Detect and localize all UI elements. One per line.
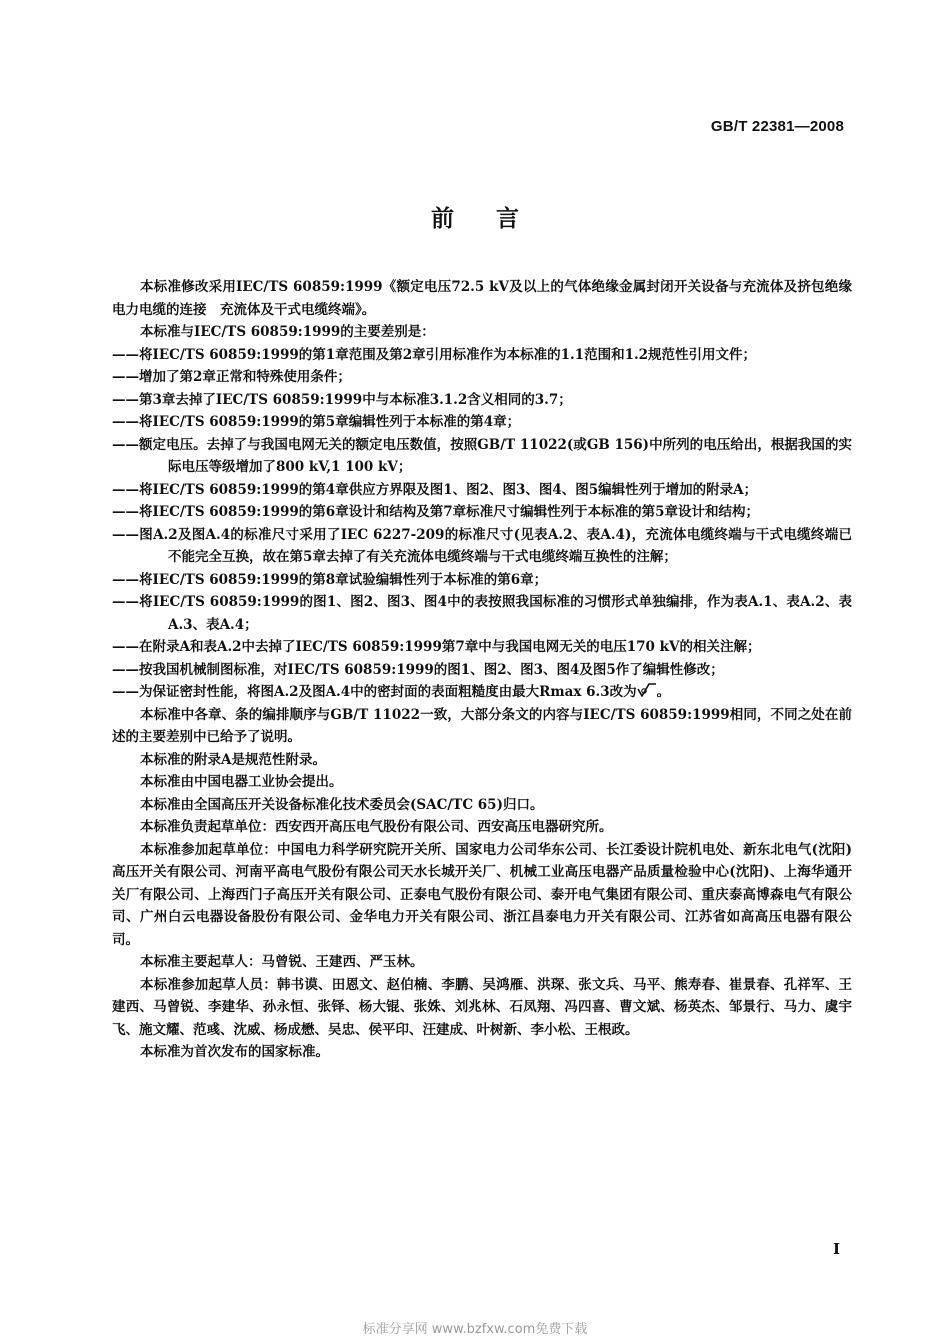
list-item: ——将IEC/TS 60859:1999的第8章试验编辑性列于本标准的第6章； — [112, 571, 548, 588]
list-item-end-punct: 。 — [656, 684, 671, 700]
list-item: ——按我国机械制图标准，对IEC/TS 60859:1999的图1、图2、图3、图4及图5作了编辑性修改； — [112, 661, 724, 678]
list-item: ——将IEC/TS 60859:1999的图1、图2、图3、图4中的表按照我国标准的习惯形式单独编排，作为表A.1、表A.2、表A.3、表A.4； — [112, 594, 852, 633]
document-body — [112, 276, 852, 1064]
list-item: ——将IEC/TS 60859:1999的第5章编辑性列于本标准的第4章； — [112, 414, 521, 430]
list-item: ——第3章去掉了IEC/TS 60859:1999中与本标准3.1.2含义相同的3.7； — [112, 391, 572, 408]
list-item: ——增加了第2章正常和特殊使用条件； — [112, 369, 351, 385]
paragraph: 本标准由中国电器工业协会提出。 — [140, 774, 343, 790]
paragraph: 本标准修改采用IEC/TS 60859:1999《额定电压72.5 kV及以上的气体绝缘金属封闭开关设备与充流体及挤包绝缘电力电缆的连接 充流体及干式电缆终端》。 — [112, 279, 852, 318]
list-item: ——额定电压。去掉了与我国电网无关的额定电压数值，按照GB/T 11022(或GB 156)中所列的电压给出，根据我国的实际电压等级增加了800 kV,1 100 kV； — [112, 436, 852, 475]
paragraph: 本标准负责起草单位：西安西开高压电气股份有限公司、西安高压电器研究所。 — [140, 819, 613, 835]
paragraph: 本标准为首次发布的国家标准。 — [140, 1044, 329, 1060]
list-item-text: ——为保证密封性能，将图A.2及图A.4中的密封面的表面粗糙度由最大Rmax 6.3改为 — [112, 684, 637, 700]
paragraph: 本标准中各章、条的编排顺序与GB/T 11022一致，大部分条文的内容与IEC/TS 60859:1999相同，不同之处在前述的主要差别中已给予了说明。 — [112, 706, 852, 745]
list-item: ——图A.2及图A.4的标准尺寸采用了IEC 6227-209的标准尺寸(见表A.2、表A.4)，充流体电缆终端与干式电缆终端已不能完全互换，故在第5章去掉了有关充流体电缆终端与干式电缆终端互换性的注解； — [112, 526, 852, 565]
paragraph: 本标准的附录A是规范性附录。 — [140, 751, 326, 768]
page-number: I — [832, 1240, 840, 1258]
watermark: 标准分享网 www.bzfxw.com免费下载 — [362, 1322, 588, 1337]
paragraph: 本标准与IEC/TS 60859:1999的主要差别是： — [140, 324, 435, 340]
list-item: ——将IEC/TS 60859:1999的第4章供应方界限及图1、图2、图3、图4、图5编辑性列于增加的附录A； — [112, 481, 758, 498]
list-item: ——在附录A和表A.2中去掉了IEC/TS 60859:1999第7章中与我国电网无关的电压170 kV的相关注解； — [112, 639, 761, 655]
paragraph: 本标准由全国高压开关设备标准化技术委员会(SAC/TC 65)归口。 — [140, 796, 544, 813]
list-item: ——将IEC/TS 60859:1999的第1章范围及第2章引用标准作为本标准的1.1范围和1.2规范性引用文件； — [112, 346, 757, 363]
paragraph: 本标准参加起草单位：中国电力科学研究院开关所、国家电力公司华东公司、长江委设计院机电处、新东北电气(沈阳)高压开关有限公司、河南平高电气股份有限公司天水长城开关厂、机械工业高压电器产品质量检验中心(沈阳)、上海华通开关厂有限公司、上海西门子高压开关有限公司、正泰电气股份有限公司、泰开电气集团有限公司、重庆泰高博森电气有限公司、广州白云电器设备股份有限公司、金华电力开关有限公司、浙江昌泰电力开关有限公司、江苏省如高高压电器有限公司。 — [112, 841, 852, 948]
standard-number: GB/T 22381—2008 — [710, 118, 844, 135]
list-item: ——将IEC/TS 60859:1999的第6章设计和结构及第7章标准尺寸编辑性列于本标准的第5章设计和结构； — [112, 504, 759, 520]
paragraph: 本标准主要起草人：马曾锐、王建西、严玉林。 — [140, 954, 424, 970]
paragraph: 本标准参加起草人员：韩书谟、田恩文、赵伯楠、李鹏、吴鸿雁、洪琛、张文兵、马平、熊寿春、崔景春、孔祥军、王建西、马曾锐、李建华、孙永恒、张铎、杨大锟、张姝、刘兆林、石凤翔、冯四喜、曹文斌、杨英杰、邹景行、马力、虞宇飞、施文耀、范彧、沈威、杨成懋、吴忠、侯平印、汪建成、叶树新、李小松、王根政。 — [112, 976, 852, 1038]
roughness-symbol-icon — [637, 683, 657, 697]
page-title: 前言 — [431, 206, 561, 232]
list-item-roughness — [112, 681, 852, 704]
